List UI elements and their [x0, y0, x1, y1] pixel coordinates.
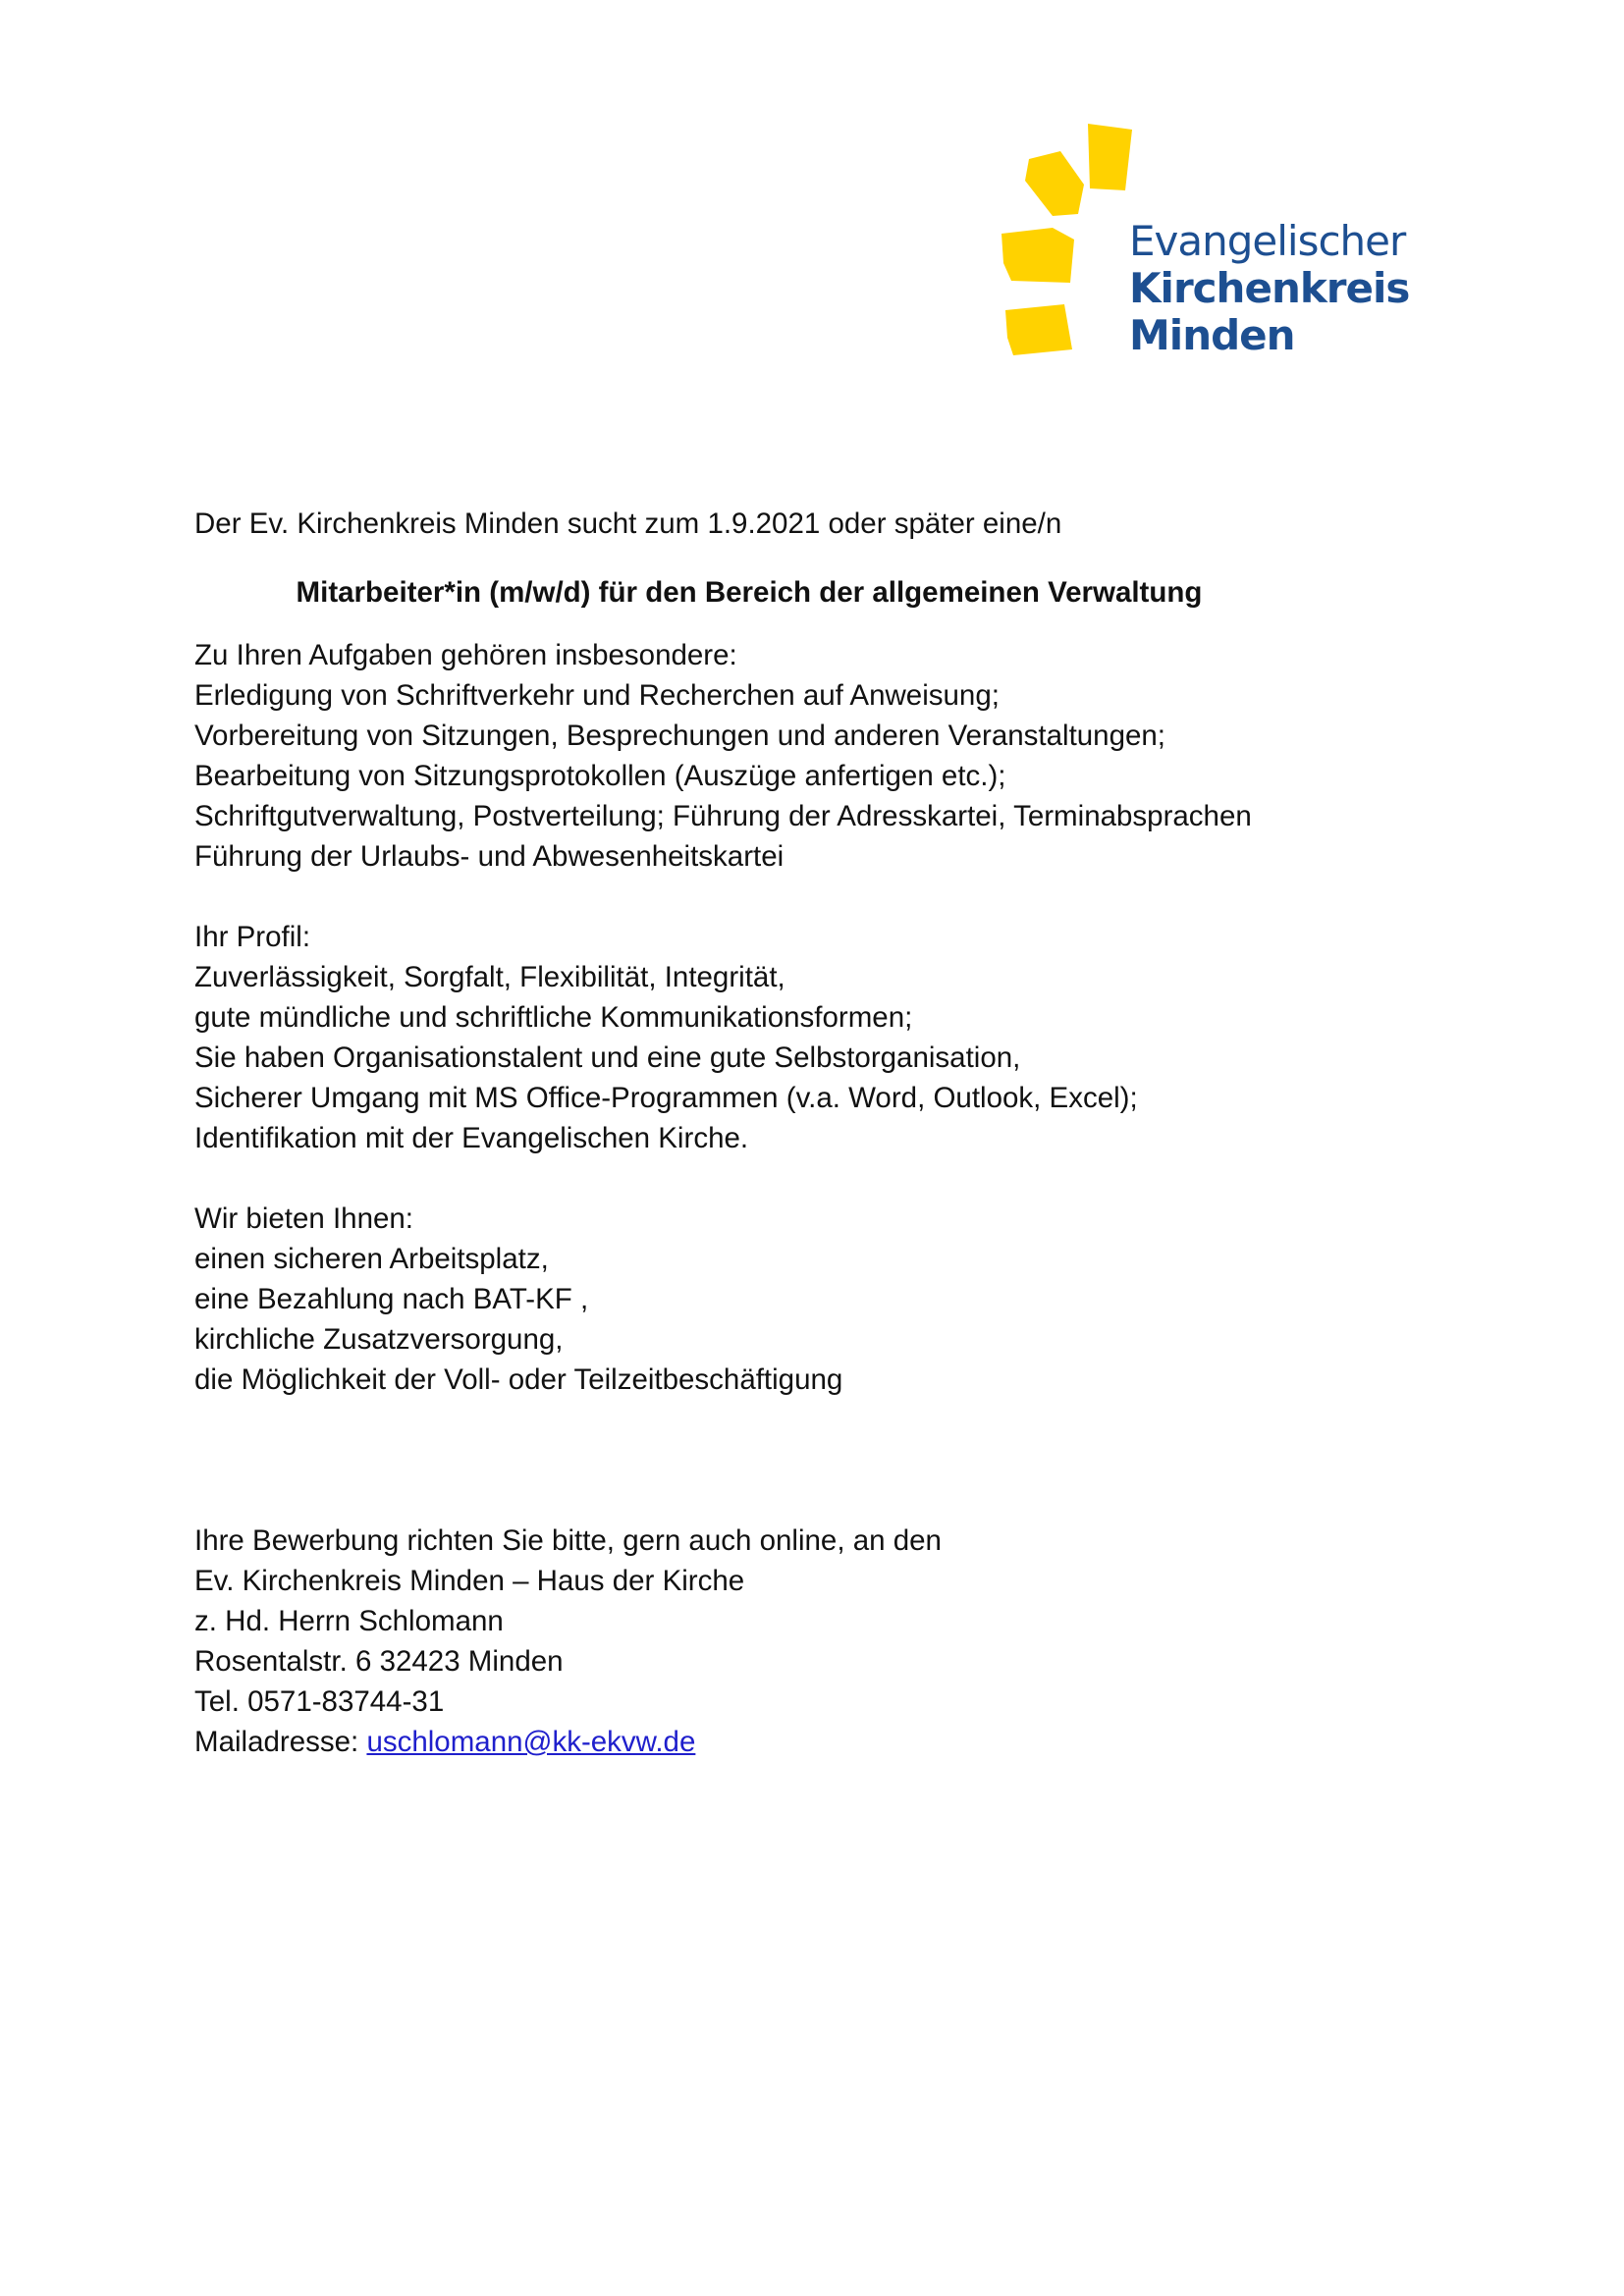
task-item: Erledigung von Schriftverkehr und Recherchen auf Anweisung; — [194, 679, 1000, 712]
logo-wordmark — [1129, 218, 1409, 359]
logo-line-kirchenkreis: Kirchenkreis — [1129, 263, 1410, 312]
offer-section — [194, 1199, 1412, 1400]
profile-item: Zuverlässigkeit, Sorgfalt, Flexibilität, Integrität, — [194, 961, 785, 993]
offer-item: die Möglichkeit der Voll- oder Teilzeitbeschäftigung — [194, 1363, 843, 1396]
intro-text: Der Ev. Kirchenkreis Minden sucht zum 1.9.2021 oder später eine/n — [194, 507, 1062, 540]
profile-item: Sie haben Organisationstalent und eine gute Selbstorganisation, — [194, 1041, 1021, 1074]
profile-item: gute mündliche und schriftliche Kommunikationsformen; — [194, 1001, 913, 1034]
profile-item: Sicherer Umgang mit MS Office-Programmen (v.a. Word, Outlook, Excel); — [194, 1082, 1138, 1114]
offer-heading: Wir bieten Ihnen: — [194, 1202, 414, 1235]
logo — [992, 118, 1410, 363]
sun-rays-icon — [992, 118, 1139, 363]
contact-section — [194, 1521, 1412, 1762]
tasks-section — [194, 635, 1412, 877]
profile-heading: Ihr Profil: — [194, 921, 311, 953]
contact-line: Ev. Kirchenkreis Minden – Haus der Kirche — [194, 1565, 745, 1597]
task-item: Bearbeitung von Sitzungsprotokollen (Auszüge anfertigen etc.); — [194, 760, 1006, 792]
offer-item: eine Bezahlung nach BAT-KF , — [194, 1283, 589, 1315]
ray-top — [1088, 124, 1132, 190]
ray-upper-left — [1025, 151, 1084, 216]
contact-line: Rosentalstr. 6 32423 Minden — [194, 1645, 564, 1678]
profile-section — [194, 917, 1412, 1158]
job-title: Mitarbeiter*in (m/w/d) für den Bereich der allgemeinen Verwaltung — [296, 576, 1203, 609]
tasks-heading: Zu Ihren Aufgaben gehören insbesondere: — [194, 639, 737, 671]
spacer — [194, 1400, 1412, 1521]
mail-label: Mailadresse: — [194, 1726, 367, 1758]
contact-line: Ihre Bewerbung richten Sie bitte, gern auch online, an den — [194, 1524, 942, 1557]
contact-line: z. Hd. Herrn Schlomann — [194, 1605, 504, 1637]
ray-middle-left — [1001, 228, 1074, 283]
task-item: Führung der Urlaubs- und Abwesenheitskartei — [194, 840, 785, 873]
offer-item: einen sicheren Arbeitsplatz, — [194, 1243, 549, 1275]
logo-line-minden: Minden — [1129, 310, 1295, 359]
email-link[interactable]: uschlomann@kk-ekvw.de — [366, 1726, 696, 1758]
contact-mail-line — [194, 1722, 1412, 1762]
document-body — [194, 504, 1412, 1762]
task-item: Vorbereitung von Sitzungen, Besprechungen und anderen Veranstaltungen; — [194, 720, 1165, 752]
profile-item: Identifikation mit der Evangelischen Kirche. — [194, 1122, 749, 1154]
task-item: Schriftgutverwaltung, Postverteilung; Führung der Adresskartei, Terminabsprachen — [194, 800, 1252, 832]
offer-item: kirchliche Zusatzversorgung, — [194, 1323, 564, 1356]
ray-bottom-left — [1005, 304, 1072, 355]
contact-line: Tel. 0571-83744-31 — [194, 1685, 445, 1718]
logo-line-evangelischer: Evangelischer — [1129, 217, 1406, 265]
